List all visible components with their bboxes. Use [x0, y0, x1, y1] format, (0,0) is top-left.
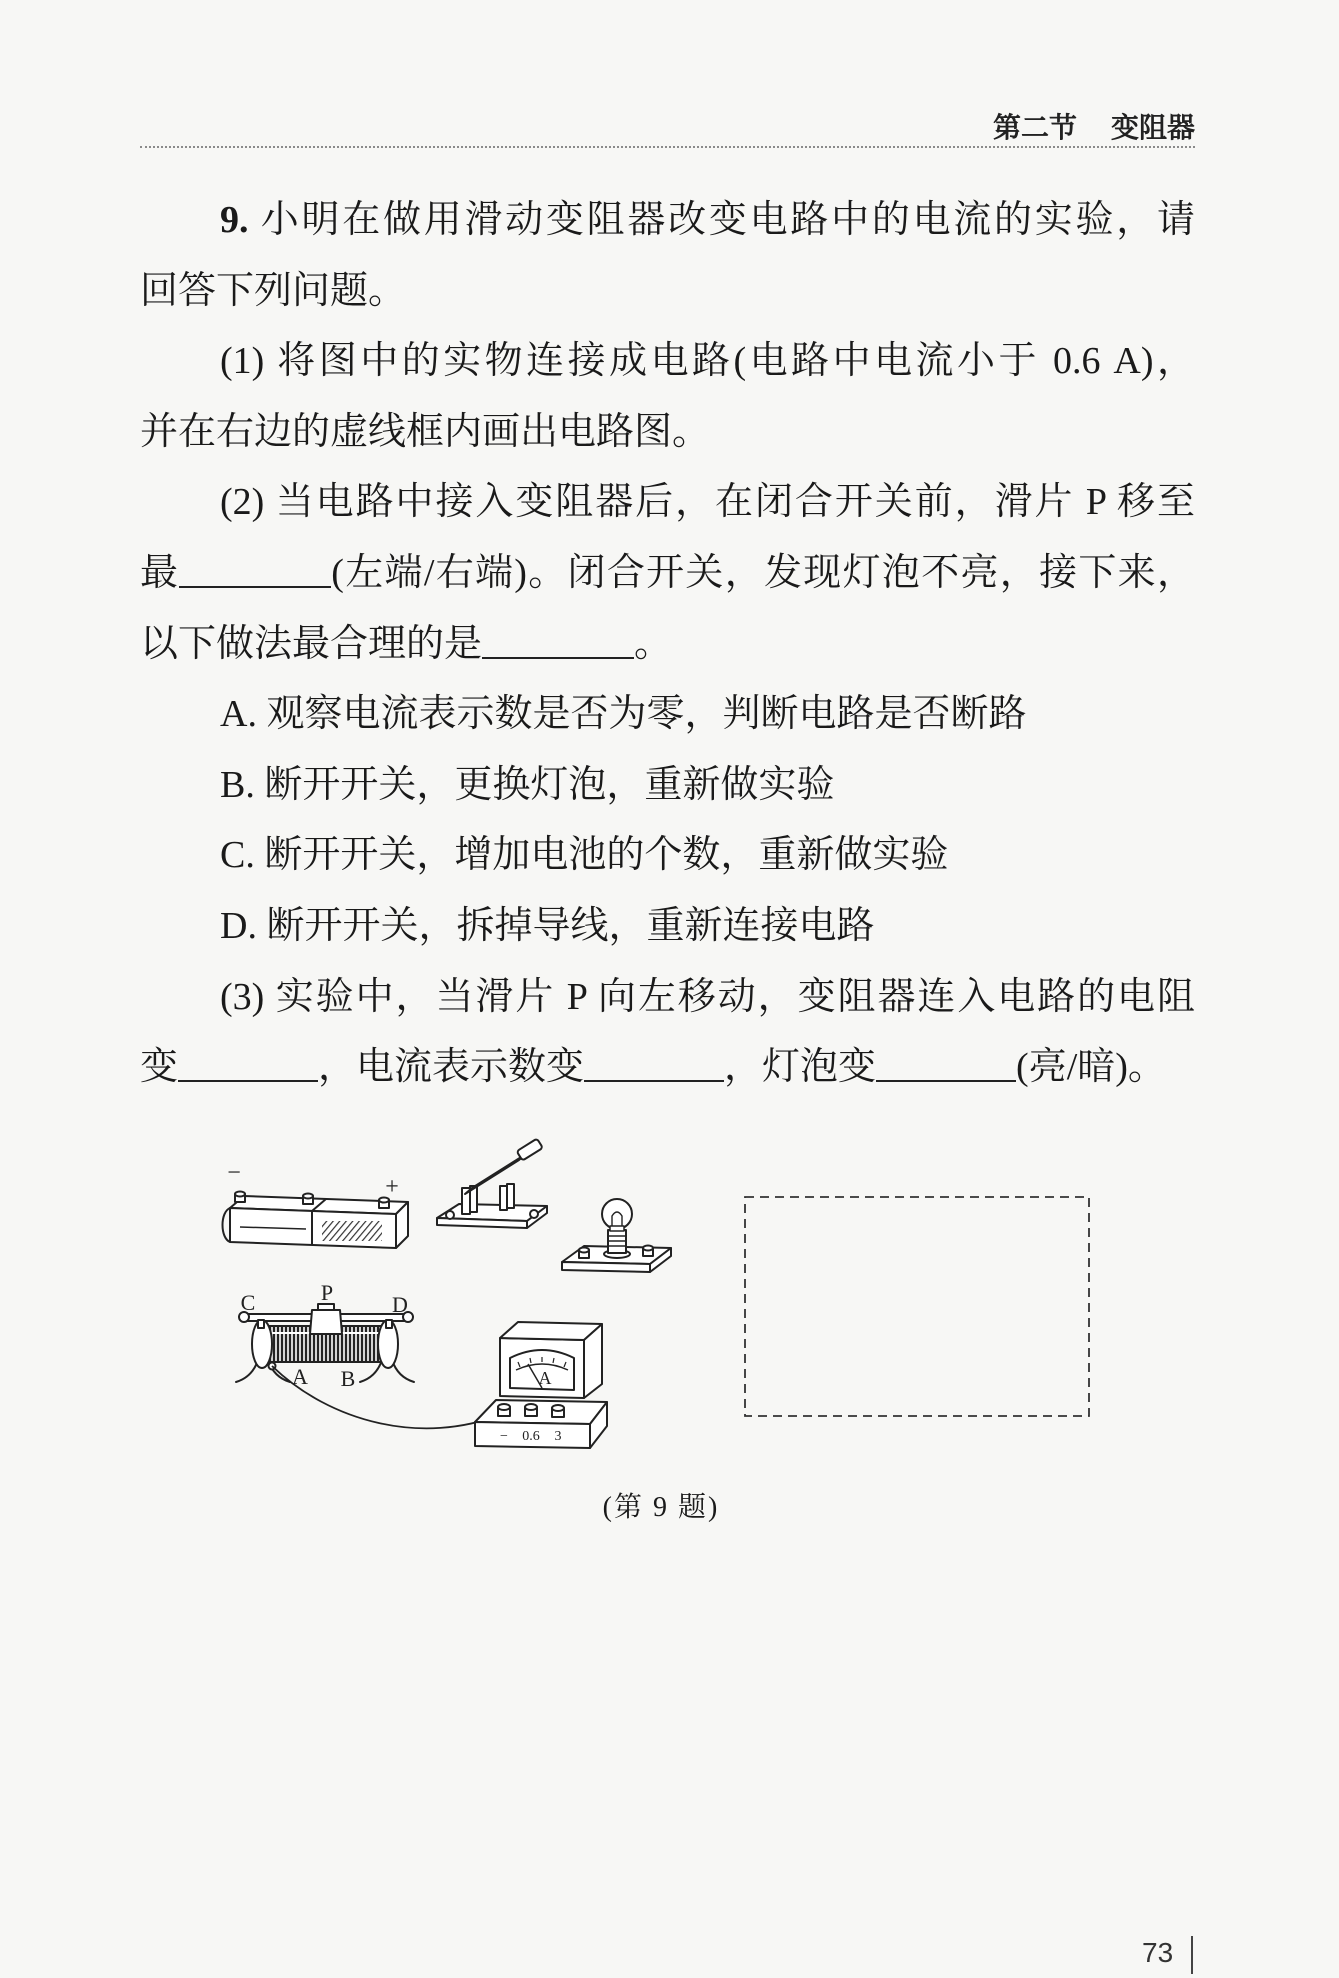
part2-text-2a: 最 [140, 552, 180, 594]
ammeter-terminal-0-6 [525, 1404, 537, 1416]
switch-handle [517, 1139, 543, 1161]
ammeter-terminal-label-0-6: 0.6 [522, 1429, 540, 1444]
option-a [220, 689, 1195, 739]
part3-seg-3: ，灯泡变 [724, 1046, 877, 1088]
light-bulb [602, 1199, 632, 1231]
part2-text-1: 当电路中接入变阻器后，在闭合开关前，滑片 P 移至 [275, 481, 1195, 523]
ammeter-dial-label: A [538, 1368, 552, 1388]
question-stem-line-1 [220, 195, 1195, 245]
part3-seg-4: (亮/暗)。 [1016, 1046, 1166, 1088]
page-number-bar [1191, 1936, 1193, 1974]
part3-seg-2: ，电流表示数变 [318, 1046, 585, 1088]
header-dotted-rule [140, 146, 1195, 148]
part2-line-2 [140, 548, 1195, 598]
option-b-letter: B. [220, 764, 255, 806]
rheostat-label-d: D [392, 1292, 408, 1317]
battery-box [223, 1192, 409, 1249]
option-a-text: 观察电流表示数是否为零，判断电路是否断路 [266, 693, 1027, 735]
battery-window [322, 1221, 382, 1241]
answer-blank-resistance [178, 1050, 318, 1082]
sliding-rheostat [236, 1304, 414, 1382]
experiment-figure [200, 1130, 1120, 1470]
ammeter-terminal-label-negative: − [500, 1429, 508, 1444]
answer-blank-best-action [482, 627, 634, 659]
ammeter-terminal-negative [498, 1404, 510, 1416]
ammeter-terminal-label-3: 3 [554, 1429, 562, 1444]
section-title: 变阻器 [1110, 112, 1195, 143]
answer-blank-bulb [876, 1050, 1016, 1082]
option-c-letter: C. [220, 834, 255, 876]
part2-text-3b: 。 [634, 623, 673, 665]
ammeter-terminal-3 [552, 1405, 564, 1417]
option-d-text: 断开开关，拆掉导线，重新连接电路 [266, 905, 875, 947]
part2-line-1 [220, 477, 1195, 527]
bulb-socket [604, 1230, 630, 1258]
question-stem-text-2: 回答下列问题。 [140, 270, 407, 312]
figure-caption: (第 9 题) [602, 1492, 720, 1523]
option-c [220, 830, 1195, 880]
option-c-text: 断开开关，增加电池的个数，重新做实验 [264, 834, 949, 876]
rheostat-label-a: A [292, 1364, 308, 1389]
battery-plus-label: + [385, 1174, 399, 1200]
rheostat-label-b: B [340, 1366, 356, 1391]
knife-switch [437, 1139, 547, 1228]
part1-label: (1) [220, 340, 265, 382]
bulb-terminal-right [643, 1246, 653, 1257]
switch-contact-clip [500, 1186, 507, 1210]
part2-label: (2) [220, 481, 265, 523]
rheostat-label-p: P [320, 1280, 334, 1305]
option-d-letter: D. [220, 905, 257, 947]
battery-terminal-middle [303, 1194, 313, 1205]
part1-line-1 [220, 336, 1195, 386]
circuit-diagram-box [745, 1197, 1089, 1416]
option-d [220, 901, 1195, 951]
switch-blade [465, 1154, 526, 1194]
part3-line-1 [220, 972, 1195, 1022]
answer-blank-current [584, 1050, 724, 1082]
part3-line-2 [140, 1042, 1195, 1092]
part2-text-3a: 以下做法最合理的是 [140, 623, 483, 665]
question-stem-text-1: 小明在做用滑动变阻器改变电路中的电流的实验，请 [260, 199, 1195, 241]
slider-p [310, 1310, 342, 1334]
part1-text-1: 将图中的实物连接成电路(电路中电流小于 0.6 A)， [277, 340, 1195, 382]
option-b-text: 断开开关，更换灯泡，重新做实验 [264, 764, 835, 806]
question-number: 9. [220, 199, 249, 241]
question-stem-line-2 [140, 266, 1195, 316]
section-number: 第二节 [992, 112, 1077, 143]
bulb-terminal-left [579, 1248, 589, 1259]
page-number: 73 [1142, 1937, 1174, 1968]
battery-terminal-left [235, 1192, 245, 1203]
running-header [993, 111, 1195, 145]
answer-blank-slider-end [179, 556, 331, 588]
part1-text-2: 并在右边的虚线框内画出电路图。 [140, 411, 711, 453]
part2-text-2b: (左端/右端)。闭合开关，发现灯泡不亮，接下来， [331, 552, 1195, 594]
part3-seg-1: 变 [140, 1046, 179, 1088]
part1-line-2 [140, 407, 1195, 457]
rheostat-label-c: C [240, 1290, 256, 1315]
option-b [220, 760, 1195, 810]
part3-text-1: 实验中，当滑片 P 向左移动，变阻器连入电路的电阻 [275, 976, 1195, 1018]
battery-minus-label: − [227, 1160, 241, 1186]
bulb-holder [562, 1199, 671, 1272]
part3-label: (3) [220, 976, 265, 1018]
part2-line-3 [140, 619, 1195, 669]
option-a-letter: A. [220, 693, 257, 735]
